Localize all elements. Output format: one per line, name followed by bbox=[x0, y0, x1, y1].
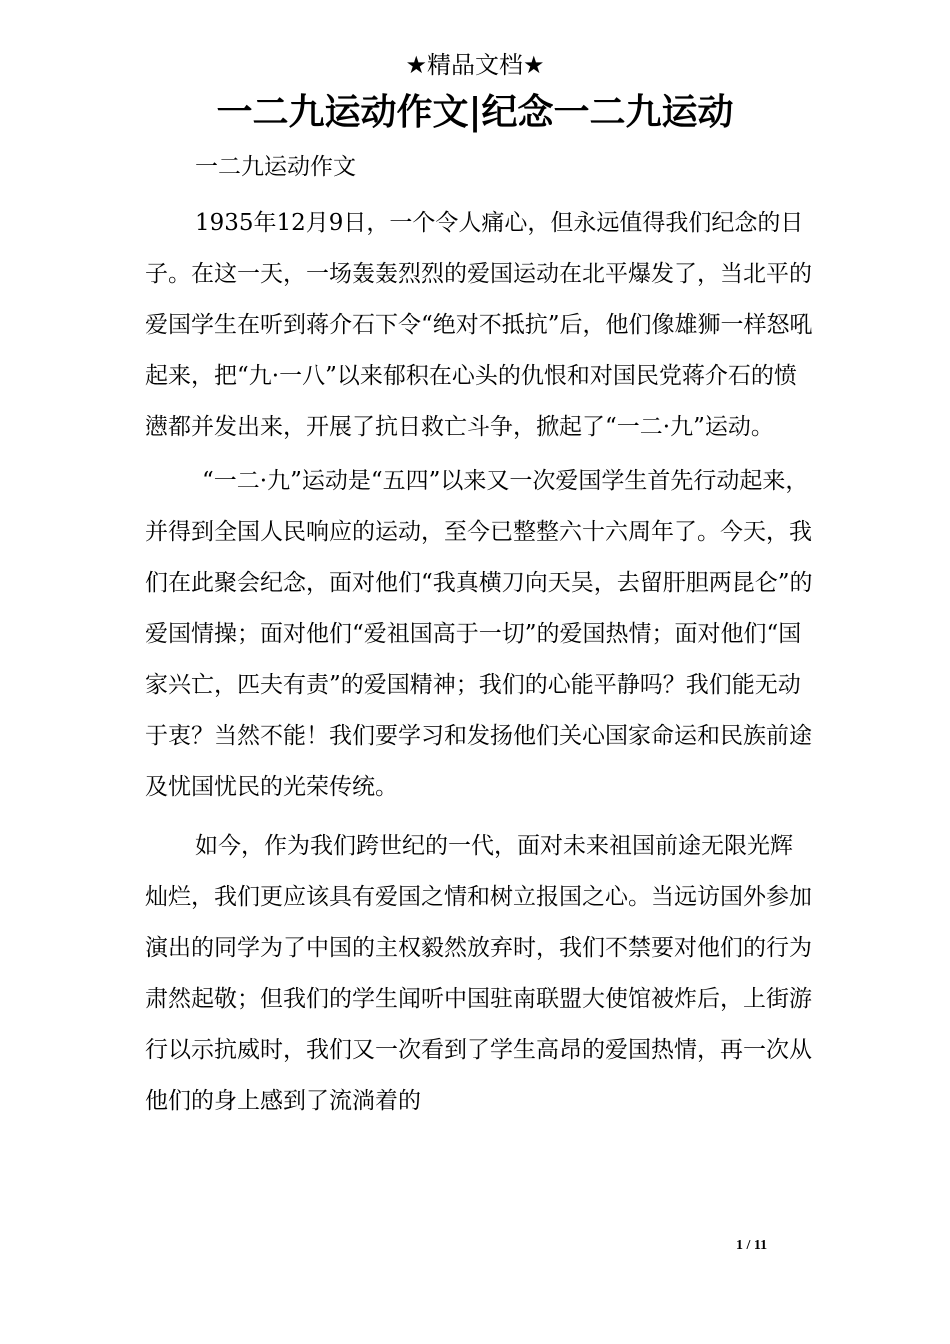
body-paragraph: “一二·九”运动是“五四”以来又一次爱国学生首先行动起来，并得到全国人民响应的运动，至今已整整六十六周年了。今天，我们在此聚会纪念，面对他们“我真横刀向天吴，去留肝胆两昆仑”的爱国情操；面对他们“爱祖国高于一切”的爱国热情；面对他们“国家兴亡，匹夫有责”的爱国精神；我们的心能平静吗？我们能无动于衷？当然不能！我们要学习和发扬他们关心国家命运和民族前途及忧国忧民的光荣传统。 bbox=[145, 468, 813, 800]
document-subtitle: 一二九运动作文 bbox=[195, 154, 356, 180]
document-body bbox=[145, 198, 815, 1127]
page-number: 1 / 11 bbox=[736, 1238, 768, 1253]
document-title: 一二九运动作文|纪念一二九运动 bbox=[216, 91, 734, 133]
body-paragraph: 如今，作为我们跨世纪的一代，面对未来祖国前途无限光辉灿烂，我们更应该具有爱国之情和树立报国之心。当远访国外参加演出的同学为了中国的主权毅然放弃时，我们不禁要对他们的行为肃然起敬；但我们的学生闻听中国驻南联盟大使馆被炸后，上街游行以示抗威时，我们又一次看到了学生高昂的爱国热情，再一次从他们的身上感到了流淌着的 bbox=[145, 833, 812, 1114]
body-paragraph: 1935年12月9日，一个令人痛心，但永远值得我们纪念的日子。在这一天，一场轰轰烈烈的爱国运动在北平爆发了，当北平的爱国学生在听到蒋介石下令“绝对不抵抗”后，他们像雄狮一样怒吼起来，把“九·一八”以来郁积在心头的仇恨和对国民党蒋介石的愤懑都并发出来，开展了抗日救亡斗争，掀起了“一二·九”运动。 bbox=[145, 210, 813, 440]
header-mark: ★精品文档★ bbox=[405, 51, 545, 79]
